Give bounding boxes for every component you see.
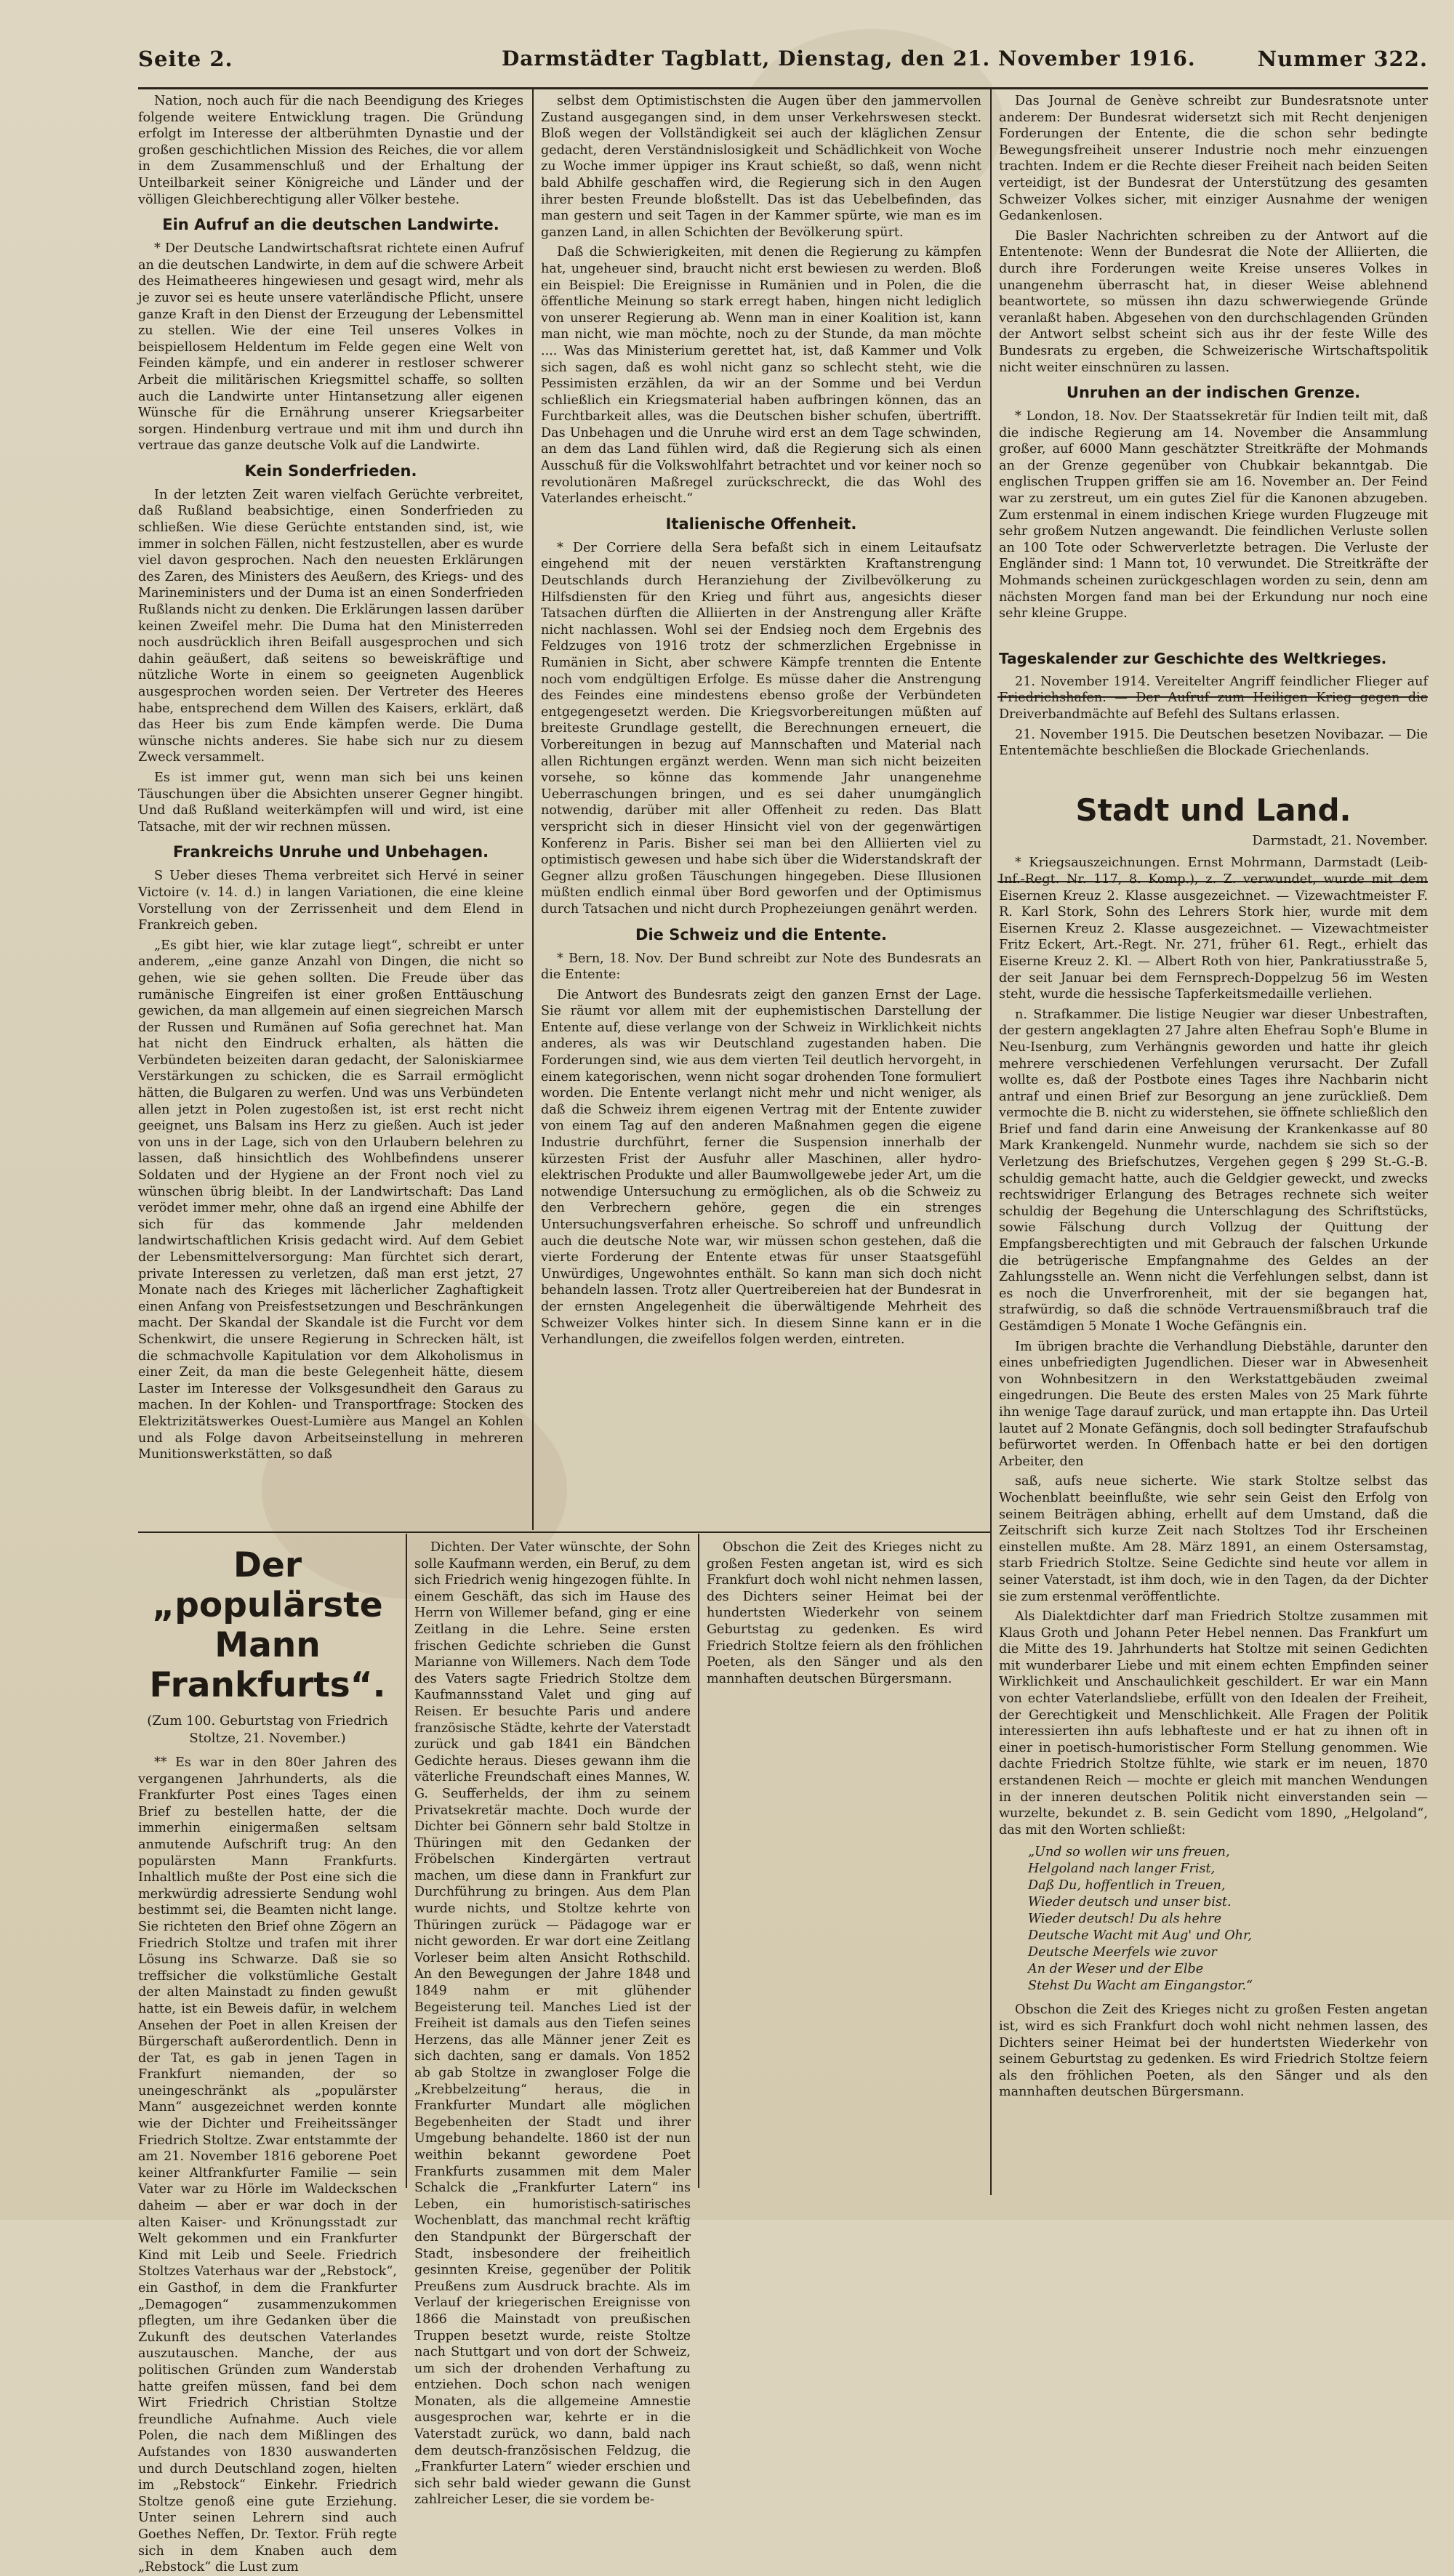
page-label: Seite 2. [138,47,233,71]
column-rule [532,87,534,1530]
article-text: In der letzten Zeit waren vielfach Gerüchte verbreitet, daß Rußland beabsichtige, einen Sonderfrieden zu schließen. Wie diese Gerüchte entstanden sind, ist, wie immer in solchen Fällen, nicht festzustellen, aber es wurde viel davon gesprochen. Nach den neuesten Erklärungen des Zaren, des Ministers des Aeußern, des Kriegs- und des Marineministers und der Duma ist an einen Sonderfrieden Rußlands nicht zu denken. Die Erklärungen lassen darüber keinen Zweifel mehr. Die Duma hat den Ministerreden noch ausdrücklich ihren Beifall ausgesprochen und sich dahin geäußert, daß seitens so beweiskräftige und nützliche Worte in einem so geeigneten Augenblick ausgesprochen worden seien. Der Vertreter des Heeres habe, entsprechend dem Willen des Kaisers, erklärt, daß das Heer bis zum Ende kämpfen werde. Die Duma wünsche nichts anderes. Sie habe sich nur zu diesem Zweck versammelt. [138,487,523,765]
column-1 [138,93,523,1526]
article-headline: Die Schweiz und die Entente. [635,925,887,943]
article-headline: Unruhen an der indischen Grenze. [1066,384,1361,402]
poem-line: Daß Du, hoffentlich in Treuen, [1028,1878,1226,1893]
article-text: * Kriegsauszeichnungen. Ernst Mohrmann, Darmstadt (Leib-Inf.-Regt. Nr. 117, 8. Komp.), z. Z. verwundet, wurde mit dem Eisernen Kreuz 2. Klasse ausgezeichnet. — Vizewachtmeister F. R. Karl Stork, Sohn des Lehrers Stork hier, wurde mit dem Eisernen Kreuz 2. Klasse ausgezeichnet. — Vizewachtmeister Fritz Eckert, Art.-Regt. Nr. 271, früher 61. Regt., erhielt das Eiserne Kreuz 2. Kl. — Albert Roth von hier, Pankratiusstraße 5, der seit Januar bei dem Fernsprech-Doppelzug 56 im Westen steht, wurde die hessische Tapferkeitsmedaille verliehen. [999,856,1428,1002]
calendar-entry: 21. November 1914. Vereitelter Angriff feindlicher Flieger auf Friedrichshafen. — Der Aufruf zum Heiligen Krieg gegen die Dreiverbandmächte auf Befehl des Sultans erlassen. [999,674,1428,722]
article-text: Das Journal de Genève schreibt zur Bundesratsnote unter anderem: Der Bundesrat widersetzt sich mit Recht denjenigen Forderungen der Entente, die die schon sehr bedingte Bewegungsfreiheit unserer Industrie noch mehr einzuengen trachten. Indem er die Rechte dieser Freiheit nach beiden Seiten verteidigt, ist der Bundesrat der Unterstützung des gesamten Schweizer Volkes sicher, mit einziger Ausnahme der wenigen Gedankenlosen. [999,94,1428,224]
issue-number: Nummer 322. [1257,47,1428,71]
article-text: * Der Corriere della Sera befaßt sich in einem Leitaufsatz eingehend mit der neuen verstärkten Kraftanstrengung Deutschlands durch Heranziehung der Zivilbevölkerung zu Hilfsdiensten für den Krieg und führt aus, angesichts dieser Tatsachen dürften die Alliierten in der Anstrengung aller Kräfte nicht nachlassen. Wohl sei der Endsieg noch dem Ergebnis des Feldzuges von 1916 trotz der schmerzlichen Ergebnisse in Rumänien in Sicht, aber schwere Kämpfe trennten die Entente noch vom endgültigen Erfolge. Es müsse daher die Anstrengung des Feindes eine mindestens ebenso große der Verbündeten entgegengesetzt werden. Die Kriegsvorbereitungen müßten auf breiteste Grundlage gestellt, die Berechnungen erneuert, die Vorbereitungen in bezug auf Mannschaften und Material nach allen Richtungen ergänzt werden. Wenn man sich nicht beizeiten vorsehe, so könne das kommende Jahr unangenehme Ueberraschungen bringen, und es sei daher unumgänglich notwendig, darüber mit aller Offenheit zu reden. Das Blatt verspricht sich in dieser Hinsicht viel von der gegenwärtigen Konferenz in Paris. Bisher sei man bei den Alliierten viel zu optimistisch gewesen und habe sich über die Widerstandskraft der Gegner allzu großen Täuschungen hingegeben. Diese Illusionen müßten endlich einmal über Bord geworfen und der Optimismus durch Tatsachen und nicht durch Prophezeiungen genährt werden. [541,540,981,917]
article-text: Nation, noch auch für die nach Beendigung des Krieges folgende weitere Entwicklung tragen. Die Gründung erfolgt im Interesse der altberühmten Dynastie und der großen geschichtlichen Mission des Reiches, die vor allem in dem Zusammenschluß und der Erhaltung der Unteilbarkeit seiner Königreiche und Länder und der völligen Gleichberechtigung aller Völker bestehe. [138,94,523,207]
article-text: * Der Deutsche Landwirtschaftsrat richtete einen Aufruf an die deutschen Landwirte, in dem auf die schwere Arbeit des Heimatheeres hingewiesen und gesagt wird, mehr als je zuvor sei es heute unsere vaterländische Pflicht, unsere ganze Kraft in den Dienst der Erzeugung der Lebensmittel zu stellen. Wie der eine Teil unseres Volkes in beispiellosem Heldentum im Felde gegen eine Welt von Feinden kämpfe, und ein anderer in restloser schwerer Arbeit die militärischen Kriegsmittel schaffe, so sollten auch die Landwirte unter Hintansetzung aller eigenen Wünsche für die Ernährung unserer Kriegsarbeiter sorgen. Hindenburg vertraue und mit ihm und durch ihn vertraue das ganze deutsche Volk auf die Landwirte. [138,241,523,454]
poem-line: Deutsche Meerfels wie zuvor [1028,1945,1217,1960]
article-text: saß, aufs neue sicherte. Wie stark Stoltze selbst das Wochenblatt beeinflußte, wie sehr sein Geist den Erfolg von seinem Beiträgen abhing, erhellt auf dem Umstand, daß die Zeitschrift sich kurze Zeit nach Stoltzes Tod ihr Erscheinen einstellen mußte. Am 28. März 1891, an einem Ostersamstag, starb Friedrich Stoltze. Seine Gedichte sind heute vor allem in seiner Vaterstadt, ist ihm doch, wie in den Tagen, da der Dichter sie zum erstenmal veröffentlichte. [999,1474,1428,1604]
article-text: selbst dem Optimistischsten die Augen über den jammervollen Zustand ausgegangen sind, in dem unser Verkehrswesen steckt. Bloß wegen der Vollständigkeit sei auch der kläglichen Zensur gedacht, deren Verständnislosigkeit und Schädlichkeit von Woche zu Woche immer üppiger ins Kraut schießt, so daß, wenn nicht bald Abhilfe geschaffen wird, die Regierung sich in den Augen ihrer besten Freunde bloßstellt. Das ist das Uebelbefinden, das man gestern und seit Tagen in der Kammer spürte, wie man es im ganzen Land, in allen Schichten der Bevölkerung spürt. [541,94,981,240]
article-text: * London, 18. Nov. Der Staatssekretär für Indien teilt mit, daß die indische Regierung am 14. November die Ansammlung großer, auf 6000 Mann geschätzter Streitkräfte der Mohmands an der Grenze gegenüber von Chubkair bekanntgab. Die englischen Truppen griffen sie am 16. November an. Der Feind war zu zerstreut, um ein gutes Ziel für die Kanonen abzugeben. Zum erstenmal in einem indischen Kriege wurden Flugzeuge mit sehr großem Nutzen angewandt. Die feindlichen Verluste sollen an 100 Tote oder Schwerverletzte betragen. Die Verluste der Engländer sind: 1 Mann tot, 10 verwundet. Die Streitkräfte der Mohmands scheinen zurückgeschlagen worden zu sein, denn am nächsten Morgen fand man bei der Erkundung nur noch eine sehr kleine Gruppe. [999,409,1428,621]
column-rule [990,87,992,2195]
column-rule [698,1534,699,2188]
poem-line: Wieder deutsch! Du als hehre [1028,1912,1222,1927]
stoltze-column-b [414,1539,691,2508]
poem [1028,1844,1428,1995]
poem-line: Wieder deutsch und unser bist. [1028,1895,1232,1910]
article-text: S Ueber dieses Thema verbreitet sich Hervé in seiner Victoire (v. 14. d.) in langen Variationen, die eine kleine Vorstellung von der Zerrissenheit und dem Elend in Frankreich geben. [138,869,523,933]
article-text: ** Es war in den 80er Jahren des vergangenen Jahrhunderts, als die Frankfurter Post eines Tages einen Brief zu bestellen hatte, der die immerhin einigermaßen seltsam anmutende Aufschrift trug: An den populärsten Mann Frankfurts. Inhaltlich mußte der Post eine sich die merkwürdig adressierte Sendung wohl bestimmt sei, die Beamten nicht lange. Sie richteten den Brief ohne Zögern an Friedrich Stoltze und trafen mit ihrer Lösung ins Schwarze. Daß sie so treffsicher die volkstümliche Gestalt der alten Mainstadt zu finden gewußt hatte, ist ein Beweis dafür, in welchem Ansehen der Poet in allen Kreisen der Bürgerschaft außerordentlich. Denn in der Tat, es gab in jenen Tagen in Frankfurt niemanden, der so uneingeschränkt als „populärster Mann“ ausgezeichnet werden konnte wie der Dichter und Freiheitssänger Friedrich Stoltze. Zwar entstammte der am 21. November 1816 geborene Poet keiner Altfrankfurter Familie — sein Vater war zu Hörle im Waldeckschen daheim — aber er war doch in der alten Kaiser- und Krönungsstadt zur Welt gekommen und ein Frankfurter Kind mit Leib und Seele. Friedrich Stoltzes Vaterhaus war der „Rebstock“, ein Gasthof, in dem die Frankfurter „Demagogen“ zusammenzukommen pflegten, um ihre Gedanken über die Zukunft des deutschen Vaterlandes auszutauschen. Manche, der aus politischen Gründen zum Wanderstab hatte greifen müssen, fand bei dem Wirt Friedrich Christian Stoltze freundliche Aufnahme. Auch viele Polen, die nach dem Mißlingen des Aufstandes von 1830 auswanderten und durch Deutschland zogen, hielten im „Rebstock“ Einkehr. Friedrich Stoltze genoß eine gute Erziehung. Unter seinen Lehrern sind auch Goethes Neffen, Dr. Textor. Früh regte sich in dem Knaben auch dem „Rebstock“ die Lust zum [138,1755,397,2575]
masthead [138,41,1428,89]
calendar-entry: 21. November 1915. Die Deutschen besetzen Novibazar. — Die Ententemächte beschließen die Blockade Griechenlands. [999,727,1428,759]
article-text: n. Strafkammer. Die listige Neugier war dieser Unbestraften, der gestern angeklagten 27 Jahre alten Ehefrau Soph'e Blume in Neu-Isenburg, zum Verhängnis geworden und hatte ihr gleich mehrere verschiedenen Verfehlungen verursacht. Der Zufall wollte es, daß der Postbote eines Tages ihre Nachbarin nicht antraf und einen Brief zur Besorgung an jene zurückließ. Dem vermochte die B. nicht zu widerstehen, sie öffnete schließlich den Brief und fand darin eine Anweisung der Krankenkasse auf 80 Mark Krankengeld. Nunmehr wurde, nachdem sie sich so der Verletzung des Briefschutzes, Vergehen gegen § 299 St.-G.-B. schuldig gemacht hatte, auch die Geldgier geweckt, und zwecks rechtswidriger Erlangung des Betrages rechnete sich weiter schuldig der Begehung die Unterschlagung des Schriftstücks, sowie Fälschung durch Vollzug der Quittung der Empfangsberechtigten und mit Gebrauch der falschen Urkunde die betrügerische Empfangnahme des Geldes an der Zahlungsstelle an. Wenn nicht die Verfehlungen selbst, dann ist es noch die Unverfrorenheit, mit der sie begangen hat, strafwürdig, so daß die schnöde Vertrauensmißbrauch traf die Gestämdigen 5 Monate 1 Woche Gefängnis ein. [999,1007,1428,1334]
article-headline: Italienische Offenheit. [665,515,857,533]
article-text: Obschon die Zeit des Krieges nicht zu großen Festen angetan ist, wird es sich Frankfurt doch wohl nicht nehmen lassen, des Dichters seiner Heimat bei der hundertsten Wiederkehr von seinem Geburtstag zu gedenken. Es wird Friedrich Stoltze feiern als den fröhlichen Poeten, als den Sänger und als den mannhaften deutschen Bürgersmann. [707,1540,983,1686]
article-text: Als Dialektdichter darf man Friedrich Stoltze zusammen mit Klaus Groth und Johann Peter Hebel nennen. Das Frankfurt um die Mitte des 19. Jahrhunderts hat Stoltze mit seinen Gedichten mit wunderbarer Liebe und mit einem echten Empfinden seiner Wirklichkeit und Anschaulichkeit geschildert. Er war ein Mann von echter Vaterlandsliebe, erfüllt von den Idealen der Freiheit, der Gerechtigkeit und Menschlichkeit. Alle Fragen der Politik interessierten ihn aufs lebhafteste und er hat zu ihnen oft in einer in poetisch-humoristischer Form Stellung genommen. Wie dachte Friedrich Stoltze fühlte, wie stark er im neuen, 1870 erstandenen Reich — mochte er gleich mit manchen Wendungen in der inneren deutschen Politik nicht einverstanden sein — wurzelte, bekundet z. B. sein Gedicht vom 1890, „Helgoland“, das mit den Worten schließt: [999,1609,1428,1838]
article-headline: Kein Sonderfrieden. [244,462,417,480]
article-text: Obschon die Zeit des Krieges nicht zu großen Festen angetan ist, wird es sich Frankfurt doch wohl nicht nehmen lassen, des Dichters seiner Heimat bei der hundertsten Wiederkehr von seinem Geburtstag zu gedenken. Es wird Friedrich Stoltze feiern als den fröhlichen Poeten, als den Sänger und als den mannhaften deutschen Bürgersmann. [999,2003,1428,2100]
poem-line: Deutsche Wacht mit Aug' und Ohr, [1028,1928,1253,1944]
article-text: Im übrigen brachte die Verhandlung Diebstähle, darunter den eines unbefriedigten Jugendlichen. Dieser war in Abwesenheit von Wohnbesitzern in den Werkstattgebäuden zweimal eingedrungen. Die Beute des ersten Males von 25 Mark führte ihn wenige Tage darauf zurück, und man ertappte ihn. Das Urteil lautet auf 2 Monate Gefängnis, doch soll bedingter Strafaufschub befürwortet werden. In Offenbach hatte er bei den dortigen Arbeiter, den [999,1339,1428,1469]
feature-headline: Der „populärste Mann Frankfurts“. [149,1545,386,1705]
column-2 [541,93,981,1526]
article-text: „Es gibt hier, wie klar zutage liegt“, schreibt er unter anderem, „eine ganze Anzahl von Dingen, die nicht so gehen, wie sie gehen sollten. Die Freude über das rumänische Eingreifen ist einer großen Enttäuschung gewichen, da man allgemein auf einen siegreichen Marsch der Russen und Rumänen auf Sofia gerechnet hat. Man hat nicht den Eindruck erhalten, als hätten die Verbündeten beizeiten daran gedacht, der Saloniskiarmee Verstärkungen zu schicken, die es Sarrail ermöglicht hätten, die Bulgaren zu werfen. Und was uns Verbündeten allen jetzt in Polen zugestoßen ist, ist erst recht nicht geeignet, uns Balsam ins Herz zu gießen. Auch ist jeder von uns in der Lage, sich von den Urlaubern belehren zu lassen, daß hinsichtlich des Wohlbefindens unserer Soldaten und der Hygiene an der Front noch viel zu wünschen übrig bleibt. In der Landwirtschaft: Das Land verödet immer mehr, ohne daß an irgend eine Abhilfe der sich für das kommende Jahr meldenden landwirtschaftlichen Krisis gedacht wird. Auf dem Gebiet der Lebensmittelversorgung: Man fürchtet sich derart, private Interessen zu verletzen, daß man erst jetzt, 27 Monate nach des Krieges mit lächerlicher Zaghaftigkeit einen Anfang von Preisfestsetzungen und Beschränkungen macht. Der Skandal der Skandale ist die Furcht vor dem Schenkwirt, die unsere Regierung in Schrecken hält, ist die schmachvolle Kapitulation vor dem Alkoholismus in einer Zeit, da man die beste Gelegenheit hätte, diesem Laster im Interesse der Volksgesundheit den Garaus zu machen. In der Kohlen- und Transportfrage: Stocken des Elektrizitätswerkes Ouest-Lumière aus Mangel an Kohlen und als Folge davon Arbeitseinstellung in mehreren Munitionswerkstätten, so daß [138,938,523,1462]
poem-line: An der Weser und der Elbe [1028,1962,1204,1977]
article-text: Dichten. Der Vater wünschte, der Sohn solle Kaufmann werden, ein Beruf, zu dem sich Friedrich wenig hingezogen fühlte. In einem Geschäft, das sich im Hause des Herrn von Willemer befand, ging er eine Zeitlang in die Lehre. Seine ersten frischen Gedichte schrieben die Gunst Marianne von Willemers. Nach dem Tode des Vaters sagte Friedrich Stoltze dem Kaufmannsstand Valet und ging auf Reisen. Er besuchte Paris und andere französische Städte, kehrte der Vaterstadt zurück und gab 1841 ein Bändchen Gedichte heraus. Dieses gewann ihm die väterliche Freundschaft eines Mannes, W. G. Seufferhelds, der ihm zu seinem Privatsekretär machte. Doch wurde der Dichter bei Gönnern sehr bald Stoltze in Thüringen mit den Gedanken der Fröbelschen Kindergärten vertraut machen, um diese dann in Frankfurt zur Durchführung zu bringen. Aus dem Plan wurde nichts, und Stoltze kehrte von Thüringen zurück — Pädagoge war er nicht geworden. Er war dort eine Zeitlang Vorleser beim alten Ansicht Rothschild. An den Bewegungen der Jahre 1848 und 1849 nahm er mit glühender Begeisterung teil. Manches Lied ist der Freiheit ist damals aus den Tiefen seines Herzens, das alle Männer jener Zeit es sich dachten, sang er damals. Von 1852 ab gab Stoltze in zwangloser Folge die „Krebbelzeitung“ heraus, die in Frankfurter Mundart alle möglichen Begebenheiten der Stadt und ihrer Umgebung behandelte. 1860 ist der nun weithin bekannt gewordene Poet Frankfurts zusammen mit dem Maler Schalck die „Frankfurter Latern“ ins Leben, ein humoristisch-satirisches Wochenblatt, das manchmal recht kräftig den Standpunkt der Bürgerschaft der Stadt, insbesondere der freiheitlich gesinnten Kreise, gegenüber der Politik Preußens zum Ausdruck brachte. Als im Verlauf der kriegerischen Ereignisse von 1866 die Mainstadt von preußischen Truppen besetzt wurde, reiste Stoltze nach Stuttgart und von dort der Schweiz, um sich der drohenden Verhaftung zu entziehen. Doch schon nach wenigen Monaten, als die allgemeine Amnestie ausgesprochen war, kehrte er in die Vaterstadt zurück, wo dann, bald nach dem deutsch-französischen Feldzug, die „Frankfurter Latern“ wieder erschien und sich sehr bald wieder gewann die Gunst zahlreicher Leser, die sie vordem be- [414,1540,691,2508]
article-text: * Bern, 18. Nov. Der Bund schreibt zur Note des Bundesrats an die Entente: [541,951,981,983]
column-rule [406,1534,407,2188]
column-3 [999,93,1428,2201]
section-rule [138,1531,990,1533]
paper-title-date: Darmstädter Tagblatt, Dienstag, den 21. November 1916. [502,47,1196,71]
article-headline: Frankreichs Unruhe und Unbehagen. [172,843,489,861]
article-text: Es ist immer gut, wenn man sich bei uns keinen Täuschungen über die Absichten unserer Gegner hingibt. Und daß Rußland weiterkämpfen will und wird, ist eine Tatsache, mit der wir rechnen müssen. [138,770,523,834]
article-headline: Ein Aufruf an die deutschen Landwirte. [162,216,499,234]
dateline: Darmstadt, 21. November. [1252,832,1428,848]
article-text: Die Antwort des Bundesrats zeigt den ganzen Ernst der Lage. Sie räumt vor allem mit der euphemistischen Darstellung der Entente auf, diese verlange von der Schweiz in Wirklichkeit nichts anderes, als was wir Deutschland zugestanden haben. Die Forderungen sind, wie aus dem vierten Teil deutlich hervorgeht, in einem kategorischen, wenn nicht sogar drohenden Tone formuliert worden. Die Entente verlangt nicht mehr und nicht weniger, als daß die Schweiz ihrem eigenen Vertrag mit der Entente zuwider von einem Tag auf den anderen Maßnahmen gegen die eigene Industrie durchführt, ferner die Suspension innerhalb der kürzesten Frist der Ausfuhr aller Maschinen, aller hydro-elektrischen Produkte und aller Baumwollgewebe jeder Art, um die notwendige Untersuchung zu ermöglichen, als ob die Schweiz zu den Verbrechern gehöre, gegen die ein strenges Untersuchungsverfahren erheische. So schroff und unfreundlich auch die deutsche Note war, wir müssen schon gestehen, daß die vierte Forderung der Entente etwas für unser Staatsgefühl Unwürdiges, Ungewohntes enthält. So kann man sich doch nicht behandeln lassen. Trotz aller Quertreibereien hat der Bundesrat in der ernsten Angelegenheit die überwältigende Mehrheit des Schweizer Volkes hinter sich. In diesem Sinne kann er in die Verhandlungen, die zweifellos folgen werden, eintreten. [541,987,981,1348]
calendar-headline: Tageskalender zur Geschichte des Weltkrieges. [999,649,1387,667]
section-headline: Stadt und Land. [1075,792,1351,828]
article-text: Daß die Schwierigkeiten, mit denen die Regierung zu kämpfen hat, ungeheuer sind, braucht nicht erst bewiesen zu werden. Bloß ein Beispiel: Die Ereignisse in Rumänien und in Polen, die die öffentliche Meinung so stark erregt haben, hingen nicht lediglich von unserer Regierung ab. Wenn man in einer Koalition ist, kann man nicht, wie man möchte, noch zu der Stunde, da man möchte .... Was das Ministerium gerettet hat, ist, daß Kammer und Volk sich sagen, daß es wohl nicht ganz so schlecht steht, wie die Pessimisten erzählen, da wir an der Somme und bei Verdun schließlich ein Kriegsmaterial haben aufbringen können, das an Furchtbarkeit alles, was die Deutschen bisher schufen, übertrifft. Das Unbehagen und die Unruhe wird erst an dem Tage schwinden, an dem das Land fühlen wird, daß die Regierung sich als einen Ausschuß für die Volkswohlfahrt betrachtet und vor keiner noch so revolutionären Maßregel zurückschreckt, die das Wohl des Vaterlandes erheischt.“ [541,245,981,507]
stoltze-column-a [138,1539,397,2575]
poem-line: Helgoland nach langer Frist, [1028,1861,1216,1877]
poem-line: „Und so wollen wir uns freuen, [1028,1845,1230,1860]
poem-line: Stehst Du Wacht am Eingangstor.“ [1028,1979,1253,1994]
feature-subtitle: (Zum 100. Geburtstag von Friedrich Stoltze, 21. November.) [147,1713,388,1746]
article-text: Die Basler Nachrichten schreiben zu der Antwort auf die Ententenote: Wenn der Bundesrat die Note der Alliierten, die durch ihre Forderungen weite Kreise unseres Volkes in unangenehm überrascht hat, in dieser Weise ablehnend beantwortete, so müssen ihn dazu schwerwiegende Gründe veranlaßt haben. Abgesehen von den durchschlagenden Gründen der Antwort selbst scheint sich aus ihr der feste Wille des Bundesrats zu ergeben, die Schweizerische Wirtschaftspolitik nicht weiter einschnüren zu lassen. [999,228,1428,375]
stoltze-column-c [707,1539,983,2194]
